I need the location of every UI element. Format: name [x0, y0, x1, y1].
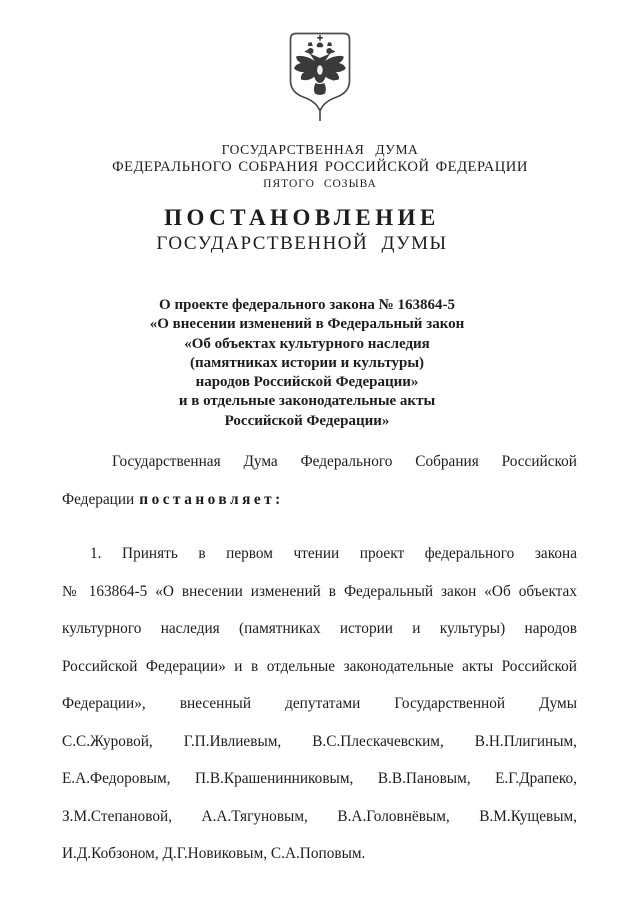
- letterhead-line-assembly: ФЕДЕРАЛЬНОГО СОБРАНИЯ РОССИЙСКОЙ ФЕДЕРАЦИИ: [112, 159, 528, 175]
- document-type-subtitle: ГОСУДАРСТВЕННОЙ ДУМЫ: [156, 233, 448, 254]
- preamble-text: Федерации: [62, 490, 135, 508]
- law-title-line: (памятниках истории и культуры): [189, 354, 425, 371]
- russian-coat-of-arms-icon: [286, 31, 354, 122]
- double-headed-eagle-icon: [294, 35, 346, 95]
- resolution-item-1: [62, 535, 577, 873]
- emblem-block: [0, 0, 640, 127]
- body-line: З.М.Степановой, А.А.Тягуновым, В.А.Головнёвым, В.М.Кущевым,: [62, 807, 577, 825]
- law-title-line: и в отдельные законодательные акты: [178, 393, 436, 410]
- body-line: С.С.Журовой, Г.П.Ивлиевым, В.С.Плескачевским, В.Н.Плигиным,: [62, 732, 577, 750]
- law-title-block: [0, 296, 640, 431]
- body-line: Федерации», внесенный депутатами Государственной Думы: [62, 695, 577, 713]
- document-body: [62, 443, 577, 873]
- resolves-word: постановляет:: [139, 490, 284, 508]
- law-title-line: «Об объектах культурного наследия: [184, 335, 430, 352]
- body-line: И.Д.Кобзоном, Д.Г.Новиковым, С.А.Поповым.: [62, 845, 366, 863]
- letterhead-line-duma: ГОСУДАРСТВЕННАЯ ДУМА: [221, 142, 419, 157]
- law-title-line: «О внесении изменений в Федеральный закон: [149, 316, 465, 333]
- law-title-line: Российской Федерации»: [224, 412, 390, 429]
- document-type-title: ПОСТАНОВЛЕНИЕ: [164, 205, 440, 230]
- body-line: 1. Принять в первом чтении проект федерального закона: [90, 545, 577, 563]
- letterhead: [0, 141, 640, 192]
- body-line: Е.А.Федоровым, П.В.Крашенинниковым, В.В.Пановым, Е.Г.Драпеко,: [62, 770, 577, 788]
- law-title-line: О проекте федерального закона № 163864-5: [159, 297, 455, 313]
- preamble-line: Государственная Дума Федерального Собрания Российской: [112, 453, 577, 471]
- preamble: [62, 443, 577, 518]
- law-title-line: народов Российской Федерации»: [195, 374, 419, 391]
- body-line: Российской Федерации» и в отдельные законодательные акты Российской: [62, 657, 577, 675]
- document-type-block: [0, 204, 640, 255]
- preamble-line: [62, 481, 577, 519]
- letterhead-line-convocation: ПЯТОГО СОЗЫВА: [263, 178, 377, 190]
- body-line: культурного наследия (памятниках истории и культуры) народов: [62, 620, 577, 638]
- body-line: № 163864-5 «О внесении изменений в Федеральный закон «Об объектах: [62, 582, 577, 600]
